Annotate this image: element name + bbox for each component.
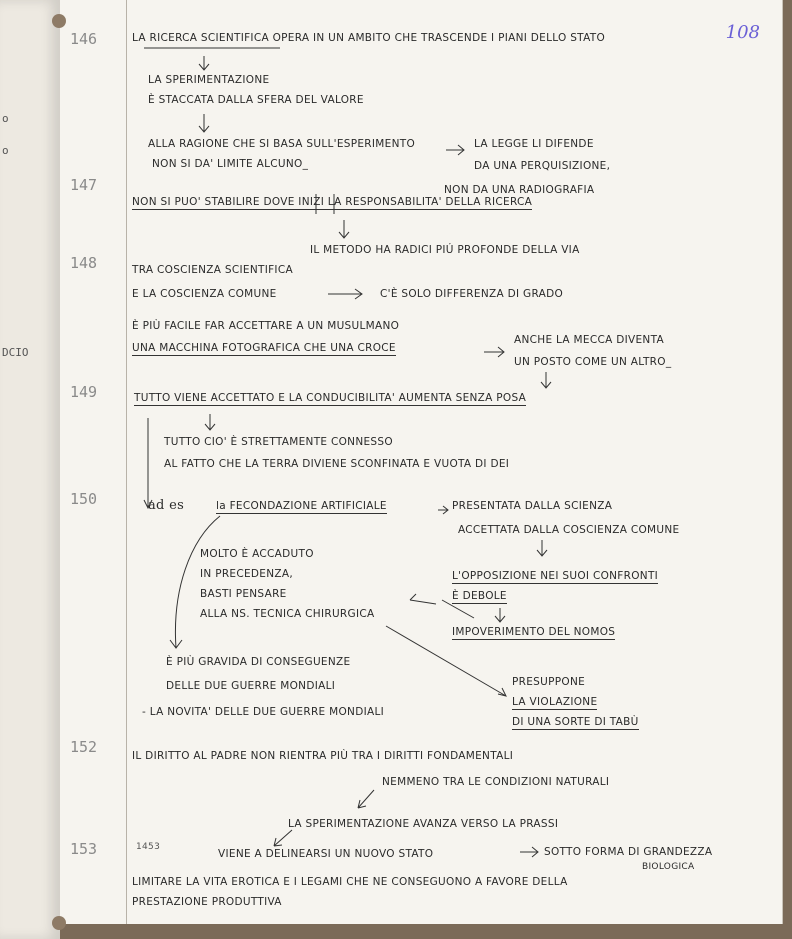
down-arrow-icon bbox=[537, 540, 547, 556]
handwritten-line: NON SI PUO' STABILIRE DOVE INIZI LA RESPONSABILITA' DELLA RICERCA bbox=[132, 196, 533, 208]
handwritten-line: DA UNA PERQUISIZIONE, bbox=[474, 160, 611, 172]
left-page-fragment: o bbox=[2, 112, 9, 125]
handwritten-line: E LA COSCIENZA COMUNE bbox=[132, 288, 277, 300]
hand-drawn-arrows bbox=[60, 0, 782, 924]
paragraph-number: 150 bbox=[70, 490, 98, 508]
down-arrow-icon bbox=[339, 220, 349, 238]
handwritten-line: LIMITARE LA VITA EROTICA E I LEGAMI CHE NE CONSEGUONO A FAVORE DELLA bbox=[132, 876, 568, 888]
handwritten-line: IL DIRITTO AL PADRE NON RIENTRA PIÙ TRA I DIRITTI FONDAMENTALI bbox=[132, 750, 514, 762]
handwritten-line: MOLTO È ACCADUTO bbox=[200, 548, 314, 560]
handwritten-line: DI UNA SORTE DI TABÙ bbox=[512, 716, 639, 728]
curved-arrow-icon bbox=[170, 516, 220, 648]
handwritten-line: ad es bbox=[148, 498, 185, 513]
handwritten-line: C'È SOLO DIFFERENZA DI GRADO bbox=[380, 288, 564, 300]
handwritten-line: SOTTO FORMA DI GRANDEZZA bbox=[544, 846, 713, 858]
left-page-fragment: DCIO bbox=[2, 346, 29, 359]
down-arrow-icon bbox=[541, 372, 551, 388]
right-arrow-icon bbox=[446, 145, 464, 155]
handwritten-line: È DEBOLE bbox=[452, 590, 507, 602]
down-left-arrow-icon bbox=[358, 790, 374, 808]
handwritten-line: NEMMENO TRA LE CONDIZIONI NATURALI bbox=[382, 776, 610, 788]
handwritten-line: VIENE A DELINEARSI UN NUOVO STATO bbox=[218, 848, 434, 860]
right-arrow-icon bbox=[484, 347, 504, 357]
right-arrow-icon bbox=[328, 289, 362, 299]
handwritten-line: IL METODO HA RADICI PIÚ PROFONDE DELLA VIA bbox=[310, 244, 580, 256]
page-folio-number: 108 bbox=[725, 22, 760, 43]
paragraph-number: 146 bbox=[70, 30, 98, 48]
down-left-arrow-icon bbox=[274, 830, 292, 846]
handwritten-line: PRESUPPONE bbox=[512, 676, 586, 688]
vertical-bracket-arrow-icon bbox=[144, 418, 152, 508]
handwritten-line: ALLA NS. TECNICA CHIRURGICA bbox=[200, 608, 375, 620]
handwritten-line: 1453 bbox=[136, 842, 161, 852]
handwritten-line: LA RICERCA SCIENTIFICA OPERA IN UN AMBITO CHE TRASCENDE I PIANI DELLO STATO bbox=[132, 32, 606, 44]
handwritten-line: LA SPERIMENTAZIONE AVANZA VERSO LA PRASSI bbox=[288, 818, 559, 830]
down-arrow-icon bbox=[199, 114, 209, 132]
handwritten-line: BASTI PENSARE bbox=[200, 588, 287, 600]
paragraph-number: 153 bbox=[70, 840, 98, 858]
handwritten-line: - LA NOVITA' DELLE DUE GUERRE MONDIALI bbox=[142, 706, 384, 718]
paragraph-number: 147 bbox=[70, 176, 98, 194]
diagonal-arrow-icon bbox=[386, 626, 506, 696]
handwritten-line: ALLA RAGIONE CHE SI BASA SULL'ESPERIMENTO bbox=[148, 138, 416, 150]
handwritten-line: UN POSTO COME UN ALTRO_ bbox=[514, 356, 672, 368]
handwritten-line: PRESTAZIONE PRODUTTIVA bbox=[132, 896, 282, 908]
down-arrow-icon bbox=[205, 414, 215, 430]
handwritten-line: NON SI DA' LIMITE ALCUNO_ bbox=[152, 158, 309, 170]
right-arrow-icon bbox=[520, 847, 538, 857]
notebook-page bbox=[60, 0, 783, 924]
handwritten-line: BIOLOGICA bbox=[642, 862, 695, 872]
handwritten-line: UNA MACCHINA FOTOGRAFICA CHE UNA CROCE bbox=[132, 342, 396, 354]
handwritten-line: DELLE DUE GUERRE MONDIALI bbox=[166, 680, 336, 692]
left-page-fragment: o bbox=[2, 144, 9, 157]
down-arrow-icon bbox=[199, 56, 209, 70]
left-page-edge bbox=[0, 0, 60, 939]
handwritten-line: la FECONDAZIONE ARTIFICIALE bbox=[216, 500, 387, 512]
handwritten-line: È STACCATA DALLA SFERA DEL VALORE bbox=[148, 94, 364, 106]
handwritten-line: AL FATTO CHE LA TERRA DIVIENE SCONFINATA E VUOTA DI DEI bbox=[164, 458, 510, 470]
left-arrow-icon bbox=[442, 600, 474, 618]
handwritten-line: NON DA UNA RADIOGRAFIA bbox=[444, 184, 595, 196]
paragraph-number: 152 bbox=[70, 738, 98, 756]
handwritten-line: ANCHE LA MECCA DIVENTA bbox=[514, 334, 664, 346]
binding-ring bbox=[52, 14, 66, 28]
handwritten-line: È PIÙ FACILE FAR ACCETTARE A UN MUSULMANO bbox=[132, 320, 400, 332]
handwritten-line: LA SPERIMENTAZIONE bbox=[148, 74, 270, 86]
handwritten-line: TUTTO CIO' È STRETTAMENTE CONNESSO bbox=[164, 436, 393, 448]
handwritten-line: IN PRECEDENZA, bbox=[200, 568, 294, 580]
handwritten-line: TUTTO VIENE ACCETTATO E LA CONDUCIBILITA' AUMENTA SENZA POSA bbox=[134, 392, 527, 404]
right-arrow-icon bbox=[438, 506, 448, 514]
handwritten-line: PRESENTATA DALLA SCIENZA bbox=[452, 500, 613, 512]
handwritten-line: LA LEGGE LI DIFENDE bbox=[474, 138, 594, 150]
handwritten-line: LA VIOLAZIONE bbox=[512, 696, 598, 708]
handwritten-line: È PIÙ GRAVIDA DI CONSEGUENZE bbox=[166, 656, 351, 668]
down-arrow-icon bbox=[495, 608, 505, 622]
binding-ring bbox=[52, 916, 66, 930]
handwritten-line: IMPOVERIMENTO DEL NOMOS bbox=[452, 626, 616, 638]
handwritten-line: L'OPPOSIZIONE NEI SUOI CONFRONTI bbox=[452, 570, 659, 582]
paragraph-number: 148 bbox=[70, 254, 98, 272]
paragraph-number: 149 bbox=[70, 383, 98, 401]
handwritten-line: ACCETTATA DALLA COSCIENZA COMUNE bbox=[458, 524, 680, 536]
handwritten-line: TRA COSCIENZA SCIENTIFICA bbox=[132, 264, 293, 276]
